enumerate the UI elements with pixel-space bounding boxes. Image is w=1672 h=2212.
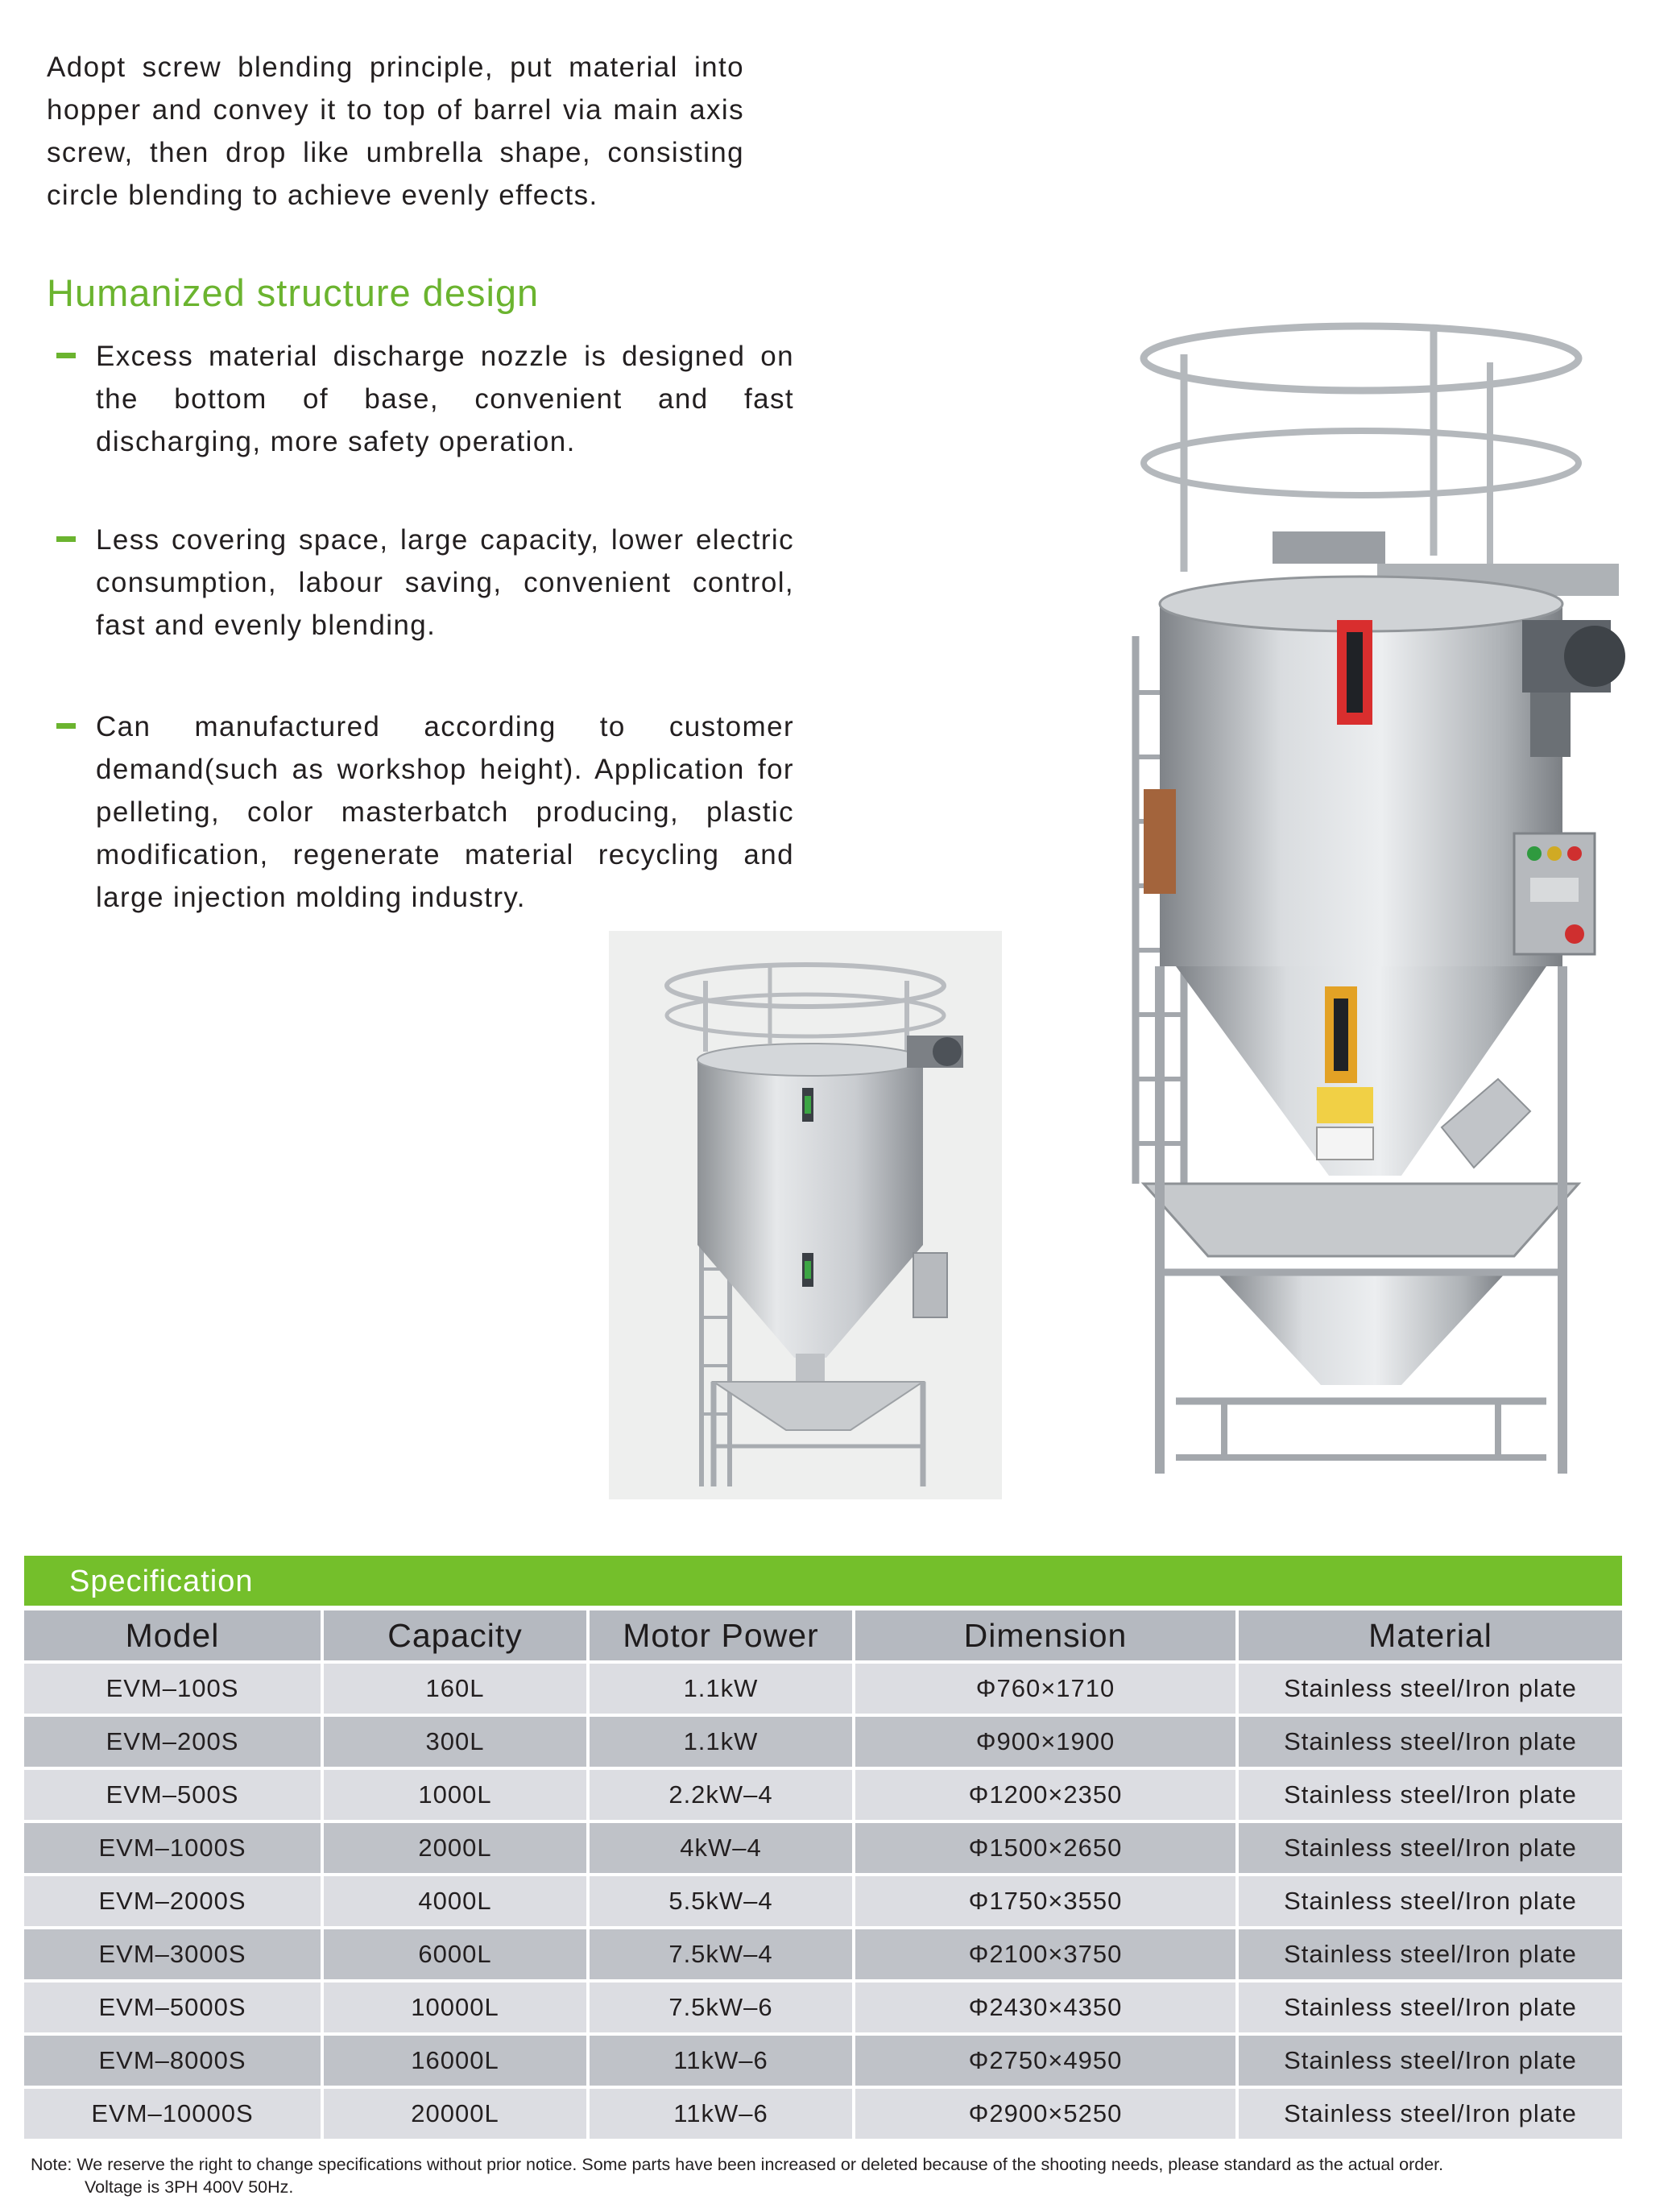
cell-motor-power: 1.1kW xyxy=(590,1664,855,1714)
cell-capacity: 4000L xyxy=(324,1876,590,1926)
dash-bullet-icon xyxy=(56,353,76,358)
specification-table xyxy=(24,1607,1622,2142)
cell-material: Stainless steel/Iron plate xyxy=(1239,1717,1622,1767)
table-header-row xyxy=(24,1610,1622,1660)
cell-model: EVM–500S xyxy=(24,1770,324,1820)
table-row xyxy=(24,2036,1622,2086)
cell-dimension: Φ2430×4350 xyxy=(855,1983,1239,2032)
header-motor-power: Motor Power xyxy=(590,1610,855,1660)
cell-capacity: 20000L xyxy=(324,2089,590,2139)
cell-dimension: Φ1200×2350 xyxy=(855,1770,1239,1820)
cell-capacity: 2000L xyxy=(324,1823,590,1873)
cell-material: Stainless steel/Iron plate xyxy=(1239,2089,1622,2139)
cell-capacity: 160L xyxy=(324,1664,590,1714)
cell-model: EVM–1000S xyxy=(24,1823,324,1873)
intro-paragraph: Adopt screw blending principle, put material into hopper and convey it to top of barrel via main axis screw, then drop like umbrella shape, consisting circle blending to achieve evenly effects. xyxy=(47,52,744,211)
cell-motor-power: 2.2kW–4 xyxy=(590,1770,855,1820)
table-row xyxy=(24,1929,1622,1979)
cell-motor-power: 5.5kW–4 xyxy=(590,1876,855,1926)
feature-text: Excess material discharge nozzle is designed on the bottom of base, convenient and fast discharging, more safety operation. xyxy=(96,341,794,457)
cell-material: Stainless steel/Iron plate xyxy=(1239,1770,1622,1820)
header-capacity: Capacity xyxy=(324,1610,590,1660)
cell-dimension: Φ2900×5250 xyxy=(855,2089,1239,2139)
table-row xyxy=(24,1717,1622,1767)
cell-capacity: 300L xyxy=(324,1717,590,1767)
cell-material: Stainless steel/Iron plate xyxy=(1239,1823,1622,1873)
cell-dimension: Φ2750×4950 xyxy=(855,2036,1239,2086)
feature-bullet xyxy=(56,519,794,647)
header-model: Model xyxy=(24,1610,324,1660)
table-row xyxy=(24,1664,1622,1714)
feature-text: Less covering space, large capacity, lower electric consumption, labour saving, convenient control, fast and evenly blending. xyxy=(96,524,794,641)
cell-capacity: 16000L xyxy=(324,2036,590,2086)
cell-dimension: Φ2100×3750 xyxy=(855,1929,1239,1979)
cell-motor-power: 11kW–6 xyxy=(590,2089,855,2139)
table-row xyxy=(24,1823,1622,1873)
dash-bullet-icon xyxy=(56,723,76,729)
footnote-line-1: Note: We reserve the right to change specifications without prior notice. Some parts have been increased or deleted because of the shooting needs, please standard as the actual order. xyxy=(31,2155,1444,2174)
cell-model: EVM–3000S xyxy=(24,1929,324,1979)
specification-title: Specification xyxy=(24,1556,1622,1606)
cell-material: Stainless steel/Iron plate xyxy=(1239,1876,1622,1926)
cell-capacity: 6000L xyxy=(324,1929,590,1979)
cell-model: EVM–5000S xyxy=(24,1983,324,2032)
cell-model: EVM–2000S xyxy=(24,1876,324,1926)
cell-dimension: Φ1750×3550 xyxy=(855,1876,1239,1926)
cell-motor-power: 1.1kW xyxy=(590,1717,855,1767)
section-title: Humanized structure design xyxy=(47,271,540,314)
cell-material: Stainless steel/Iron plate xyxy=(1239,2036,1622,2086)
feature-bullet xyxy=(56,705,794,919)
cell-motor-power: 7.5kW–6 xyxy=(590,1983,855,2032)
feature-bullet xyxy=(56,335,794,463)
footnote xyxy=(31,2153,1658,2198)
cell-model: EVM–100S xyxy=(24,1664,324,1714)
table-row xyxy=(24,1876,1622,1926)
cell-dimension: Φ760×1710 xyxy=(855,1664,1239,1714)
cell-model: EVM–200S xyxy=(24,1717,324,1767)
header-material: Material xyxy=(1239,1610,1622,1660)
cell-model: EVM–8000S xyxy=(24,2036,324,2086)
header-dimension: Dimension xyxy=(855,1610,1239,1660)
cell-material: Stainless steel/Iron plate xyxy=(1239,1983,1622,2032)
footnote-line-2: Voltage is 3PH 400V 50Hz. xyxy=(85,2177,294,2197)
cell-material: Stainless steel/Iron plate xyxy=(1239,1664,1622,1714)
vertical-mixer-illustration-small xyxy=(609,931,1002,1499)
feature-text: Can manufactured according to customer demand(such as workshop height). Application for pelleting, color masterbatch producing, plastic modification, regenerate material recycling and large injection molding industry. xyxy=(96,711,794,913)
product-photo-small xyxy=(609,931,1002,1499)
cell-motor-power: 4kW–4 xyxy=(590,1823,855,1873)
cell-material: Stainless steel/Iron plate xyxy=(1239,1929,1622,1979)
vertical-mixer-illustration-large xyxy=(1111,314,1643,1490)
cell-dimension: Φ1500×2650 xyxy=(855,1823,1239,1873)
cell-capacity: 1000L xyxy=(324,1770,590,1820)
cell-dimension: Φ900×1900 xyxy=(855,1717,1239,1767)
cell-capacity: 10000L xyxy=(324,1983,590,2032)
cell-motor-power: 7.5kW–4 xyxy=(590,1929,855,1979)
table-row xyxy=(24,2089,1622,2139)
cell-model: EVM–10000S xyxy=(24,2089,324,2139)
table-row xyxy=(24,1770,1622,1820)
cell-motor-power: 11kW–6 xyxy=(590,2036,855,2086)
product-photo-large xyxy=(1111,314,1643,1490)
dash-bullet-icon xyxy=(56,536,76,542)
table-row xyxy=(24,1983,1622,2032)
